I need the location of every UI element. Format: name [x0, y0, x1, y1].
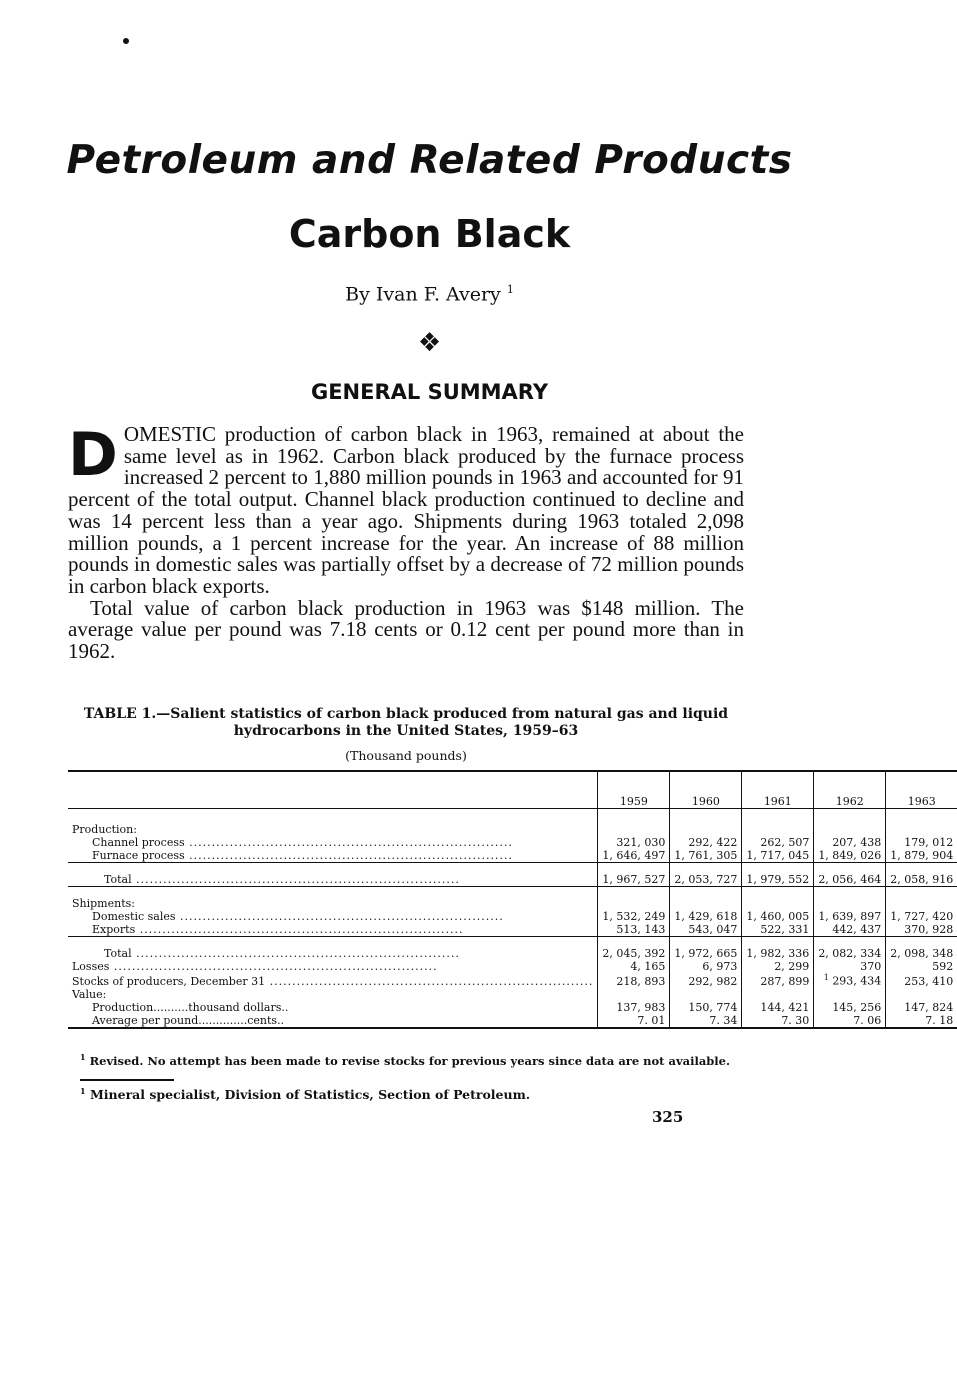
- table-cell: 2, 045, 392: [598, 947, 670, 960]
- table-cell: 7. 30: [742, 1014, 814, 1028]
- table-cell: 6, 973: [670, 960, 742, 973]
- table-cell: 1, 879, 904: [886, 849, 957, 863]
- footnote-divider: [80, 1079, 174, 1081]
- table-cell: 7. 01: [598, 1014, 670, 1028]
- row-label: Total .....: [68, 873, 598, 887]
- table-cell: 150, 774: [670, 1001, 742, 1014]
- table-cell: 1, 972, 665: [670, 947, 742, 960]
- table-cell: 287, 899: [742, 973, 814, 988]
- byline: [0, 283, 859, 305]
- table-cell: 262, 507: [742, 836, 814, 849]
- header-blank: [68, 771, 598, 809]
- table-cell: 442, 437: [814, 923, 886, 937]
- table-cell: 592: [886, 960, 957, 973]
- table-row: [68, 836, 957, 849]
- table-cell: 2, 056, 464: [814, 873, 886, 887]
- table-cell: $^1$ 293, 434: [814, 973, 886, 988]
- author-name: By Ivan F. Avery: [345, 283, 501, 306]
- section-heading: GENERAL SUMMARY: [310, 380, 549, 404]
- table-cell: 1, 979, 552: [742, 873, 814, 887]
- table-cell: 522, 331: [742, 923, 814, 937]
- table-cell: 137, 983: [598, 1001, 670, 1014]
- column-header: 1962: [814, 771, 886, 809]
- table-cell: 145, 256: [814, 1001, 886, 1014]
- table-row: [68, 973, 957, 988]
- row-label: Domestic sales .....: [68, 910, 598, 923]
- column-header: 1959: [598, 771, 670, 809]
- page-number: 325: [652, 1108, 684, 1126]
- table-cell: 2, 058, 916: [886, 873, 957, 887]
- row-group-label: Value:: [72, 987, 107, 1001]
- table-cell: 7. 34: [670, 1014, 742, 1028]
- table-caption-lead: TABLE 1.—: [83, 706, 171, 722]
- series-title: Petroleum and Related Products: [66, 138, 793, 183]
- table-footnote: $^1$ Revised. No attempt has been made to revise stocks for previous years since data are not available.: [80, 1052, 730, 1068]
- table-cell: 543, 047: [670, 923, 742, 937]
- table-cell: 2, 082, 334: [814, 947, 886, 960]
- row-group-label: Production:: [72, 823, 137, 836]
- table-cell: 2, 299: [742, 960, 814, 973]
- table-row: [68, 960, 957, 973]
- table-cell: 1, 727, 420: [886, 910, 957, 923]
- table-cell: 4, 165: [598, 960, 670, 973]
- column-header: 1960: [670, 771, 742, 809]
- table-cell: 7. 06: [814, 1014, 886, 1028]
- table-header-row: [68, 771, 957, 809]
- table-cell: 1, 460, 005: [742, 910, 814, 923]
- table-cell: 1, 532, 249: [598, 910, 670, 923]
- row-group-label: Shipments:: [72, 897, 135, 910]
- row-label: Total .....: [68, 947, 598, 960]
- table-cell: 1, 849, 026: [814, 849, 886, 863]
- table-cell: 1, 761, 305: [670, 849, 742, 863]
- table-row: [68, 897, 957, 910]
- table-cell: 292, 422: [670, 836, 742, 849]
- table-units: (Thousand pounds): [345, 748, 467, 763]
- table-cell: 179, 012: [886, 836, 957, 849]
- drop-cap: D: [68, 420, 118, 490]
- table-cell: 513, 143: [598, 923, 670, 937]
- table-cell: 1, 982, 336: [742, 947, 814, 960]
- row-label: Stocks of producers, December 31 .....: [68, 973, 598, 988]
- author-footnote: $^1$ Mineral specialist, Division of Statistics, Section of Petroleum.: [80, 1086, 531, 1103]
- table-cell: 147, 824: [886, 1001, 957, 1014]
- table-row: [68, 823, 957, 836]
- table-caption: [68, 706, 744, 740]
- table-cell: 207, 438: [814, 836, 886, 849]
- salient-statistics-table: [68, 770, 957, 1029]
- table-cell: 370: [814, 960, 886, 973]
- table-row: [68, 873, 957, 887]
- table-cell: 253, 410: [886, 973, 957, 988]
- column-header: 1963: [886, 771, 957, 809]
- table-row: [68, 1001, 957, 1014]
- row-label: Production..........thousand dollars..: [92, 1000, 289, 1014]
- ornament-icon: ❖: [417, 328, 442, 358]
- table-cell: 144, 421: [742, 1001, 814, 1014]
- table-row: [68, 910, 957, 923]
- column-header: 1961: [742, 771, 814, 809]
- table-cell: 370, 928: [886, 923, 957, 937]
- paragraph-1: [68, 420, 744, 598]
- revised-footnote-marker: 1: [823, 973, 829, 982]
- chapter-title: Carbon Black: [288, 212, 571, 256]
- row-label: Average per pound..............cents..: [68, 1014, 598, 1028]
- table-cell: 2, 098, 348: [886, 947, 957, 960]
- table-cell: 218, 893: [598, 973, 670, 988]
- table-cell: 1, 646, 497: [598, 849, 670, 863]
- table-cell: 1, 717, 045: [742, 849, 814, 863]
- body-text: [68, 420, 744, 664]
- table-caption-text: Salient statistics of carbon black produced from natural gas and liquid hydrocarbons in the United States, 1959–63: [170, 706, 729, 739]
- row-label: Losses .....: [68, 960, 598, 973]
- table-cell: 1, 639, 897: [814, 910, 886, 923]
- row-label: Furnace process .....: [68, 849, 598, 863]
- table-cell: 1, 429, 618: [670, 910, 742, 923]
- table-row: [68, 1014, 957, 1028]
- row-label: Channel process .....: [68, 836, 598, 849]
- byline-footnote-marker: 1: [506, 283, 514, 296]
- table-row: [68, 849, 957, 863]
- table-cell: 321, 030: [598, 836, 670, 849]
- margin-dot: [123, 38, 129, 44]
- table-row: [68, 988, 957, 1001]
- table-cell: 7. 18: [886, 1014, 957, 1028]
- table-cell: 1, 967, 527: [598, 873, 670, 887]
- paragraph-1-text: OMESTIC production of carbon black in 1963, remained at about the same level as in 1962. Carbon black produced by the furnace process increased 2 percent to 1,880 million pounds in 1963 and accounted for 91 percent of the total output. Channel black production continued to decline and was 14 percent less than a year ago. Shipments during 1963 totaled 2,098 million pounds, a 1 percent increase for the year. An increase of 88 million pounds in domestic sales was partially offset by a decrease of 72 million pounds in carbon black exports.: [68, 422, 744, 598]
- table-cell: 2, 053, 727: [670, 873, 742, 887]
- table-row: [68, 947, 957, 960]
- row-label: Exports .....: [68, 923, 598, 937]
- paragraph-2: Total value of carbon black production in 1963 was $148 million. The average value per pound was 7.18 cents or 0.12 cent per pound more than in 1962.: [68, 595, 744, 664]
- table-row: [68, 923, 957, 937]
- table-cell: 292, 982: [670, 973, 742, 988]
